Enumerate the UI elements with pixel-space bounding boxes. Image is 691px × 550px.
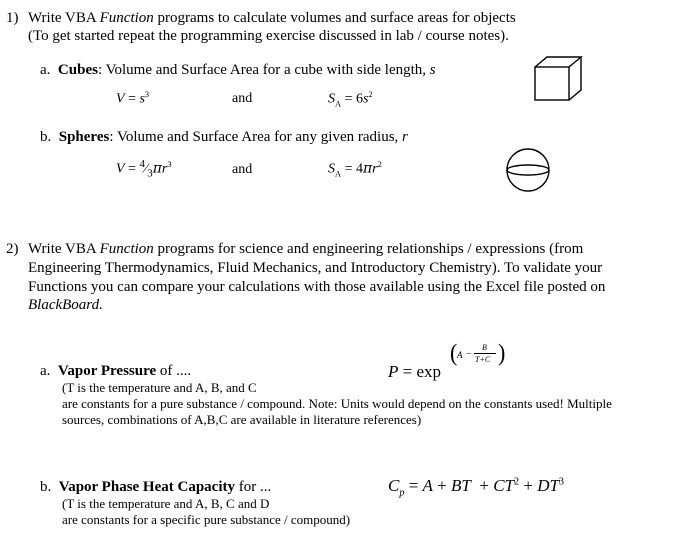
cube-area-equation: $S_A = 6s^2$ [328,90,373,109]
item-2a-note-2: are constants for a pure substance / compound. Note: Units would depend on the constants used! Multiple [62,396,612,411]
item-2b-heading: b. Vapor Phase Heat Capacity for ... [40,479,272,495]
cube-volume-equation: $V = s^3$ [116,90,150,107]
heat-capacity-equation: $C_p = A$ + BT + $CT^2 + DT^3$ [388,476,565,499]
fraction-bar [474,353,496,354]
item-2-line-4: BlackBoard. [28,297,103,313]
item-2b-note-1: (T is the temperature and A, B, C and D [62,496,270,511]
item-2-number: 2) [6,241,19,257]
sphere-volume-equation: $V = ^4⁄_3\pi r^3$ [116,158,172,180]
item-1-line-2: (To get started repeat the programming exercise discussed in lab / course notes). [28,28,509,44]
cube-and-label: and [232,91,253,106]
item-2-line-2: Engineering Thermodynamics, Fluid Mechanics, and Introductory Chemistry). To validate your [28,260,603,276]
sphere-icon [504,146,552,194]
item-2a-note-1: (T is the temperature and A, B, and C [62,380,257,395]
sphere-and-label: and [232,162,253,177]
item-2a-heading: a. Vapor Pressure of .... [40,363,192,379]
item-2-line-1: Write VBA Function programs for science and engineering relationships / expressions (from [28,241,584,257]
item-2a-note-3: sources, combinations of A,B,C are available in literature references) [62,412,422,427]
exponent-paren-right: ) [498,338,506,367]
item-2b-note-2: are constants for a specific pure substance / compound) [62,512,351,527]
sphere-area-equation: $S_A = 4\pi r^2$ [328,160,382,179]
item-1a-heading: a. Cubes: Volume and Surface Area for a cube with side length, s [40,62,436,78]
item-1-line-1: Write VBA Function programs to calculate volumes and surface areas for objects [28,10,516,26]
item-2-line-3: Functions you can compare your calculations with those available using the Excel file posted on [28,279,606,295]
exponent-paren-left: ( [450,338,458,367]
item-1-number: 1) [6,10,19,26]
item-1b-heading: b. Spheres: Volume and Surface Area for any given radius, r [40,129,408,145]
vapor-pressure-equation: P = exp ( A − B T+C ) [388,338,506,381]
cube-icon [533,55,583,103]
